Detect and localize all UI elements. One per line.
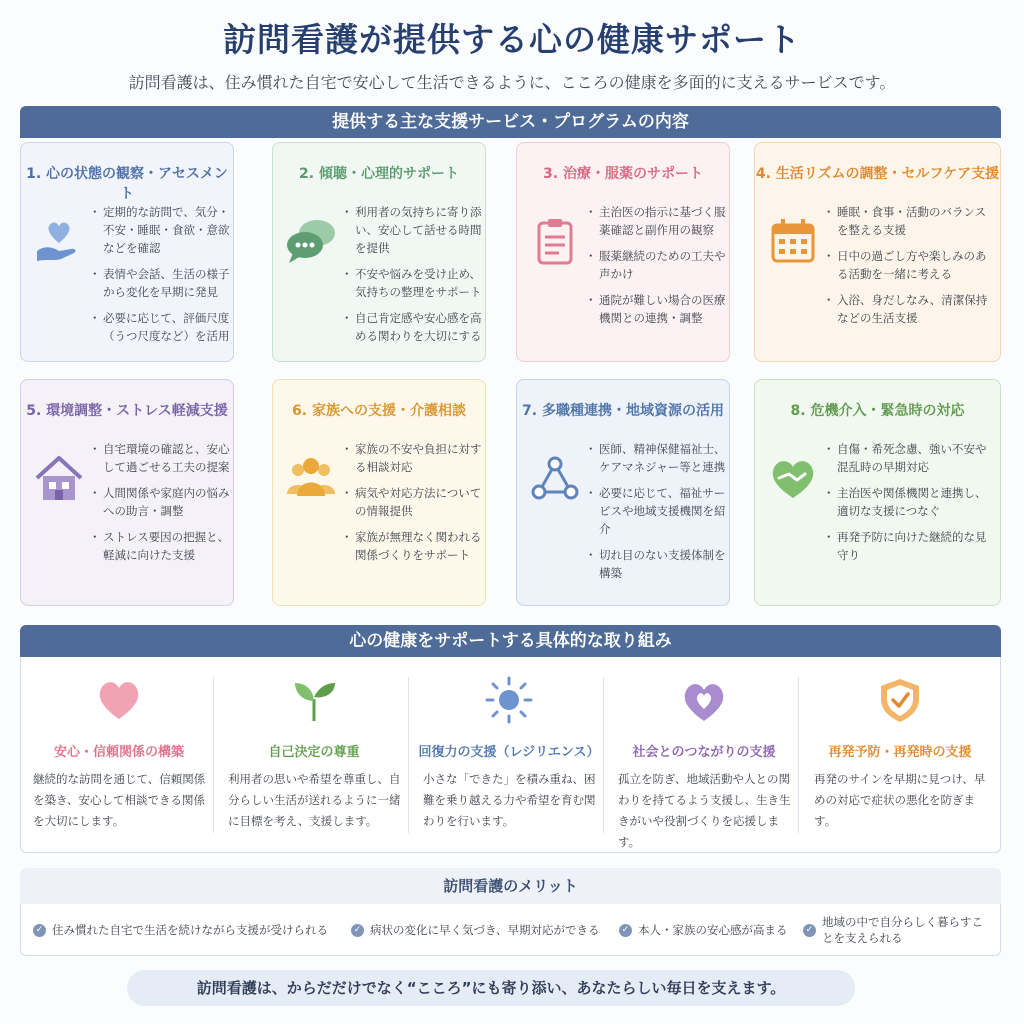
- heart-icon: [94, 675, 144, 725]
- merit-item: [803, 904, 993, 956]
- family-icon: [283, 450, 339, 506]
- merit-item: [33, 904, 343, 956]
- list-item: ・ 必要に応じて、福祉サービスや地域支援機関を紹介: [589, 484, 729, 538]
- check-icon: ✓: [803, 924, 816, 937]
- footer-message: 訪問看護は、からだだけでなく“こころ”にも寄り添い、あなたらしい毎日を支えます。: [127, 970, 855, 1006]
- activity-title: 回復力の支援（レジリエンス）: [418, 745, 600, 760]
- divider: [213, 677, 214, 833]
- merits-list: [20, 904, 1001, 956]
- card-title: 7. 多職種連携・地域資源の活用: [522, 403, 724, 419]
- check-icon: ✓: [619, 924, 632, 937]
- list-item: ・ 切れ目のない支援体制を構築: [589, 546, 729, 582]
- sun-icon: [484, 675, 534, 725]
- list-item: ・ 日中の過ごし方や楽しみのある活動を一緒に考える: [827, 247, 992, 283]
- merit-item: [619, 904, 799, 956]
- service-card-observation: [20, 142, 234, 362]
- list-item: ・ 自宅環境の確認と、安心して過ごせる工夫の提案: [93, 440, 233, 476]
- list-item: ・ 医師、精神保健福祉士、ケアマネジャー等と連携: [589, 440, 729, 476]
- divider: [408, 677, 409, 833]
- list-item: ・ 自己肯定感や安心感を高める関わりを大切にする: [345, 309, 485, 345]
- activity-title: 安心・信頼関係の構築: [53, 745, 184, 760]
- activity-desc: 継続的な訪問を通じて、信頼関係を築き、安心して相談できる関係を大切にします。: [33, 772, 206, 828]
- activity-self-determination: [216, 657, 412, 853]
- service-card-crisis: [754, 379, 1001, 606]
- activity-desc: 孤立を防ぎ、地域活動や人との関わりを持てるよう支援し、生き生きがいや役割づくりを応援します。: [618, 772, 791, 849]
- list-item: ・ 定期的な訪問で、気分・不安・睡眠・食欲・意欲などを確認: [93, 203, 233, 257]
- services-heading: 提供する主な支援サービス・プログラムの内容: [20, 106, 1001, 138]
- house-icon: [31, 450, 87, 506]
- card-title: 4. 生活リズムの調整・セルフケア支援: [755, 166, 1000, 182]
- list-item: ・ 入浴、身だしなみ、清潔保持などの生活支援: [827, 291, 992, 327]
- heart-hands-icon: [679, 675, 729, 725]
- merit-item: [351, 904, 613, 956]
- network-icon: [527, 450, 583, 506]
- merit-text: 住み慣れた自宅で生活を続けながら支援が受けられる: [52, 923, 328, 937]
- calendar-icon: [765, 213, 821, 269]
- service-card-lifestyle: [754, 142, 1001, 362]
- activities-panel: [20, 657, 1001, 853]
- activity-relapse-prevention: [802, 657, 998, 853]
- list-item: ・ 利用者の気持ちに寄り添い、安心して話せる時間を提供: [345, 203, 485, 257]
- service-card-family: [272, 379, 486, 606]
- list-item: ・ 必要に応じて、評価尺度（うつ尺度など）を活用: [93, 309, 233, 345]
- sprout-icon: [289, 675, 339, 725]
- service-card-medication: [516, 142, 730, 362]
- check-icon: ✓: [33, 924, 46, 937]
- service-card-collaboration: [516, 379, 730, 606]
- list-item: ・ 不安や悩みを受け止め、気持ちの整理をサポート: [345, 265, 485, 301]
- list-item: ・ 服薬継続のための工夫や声かけ: [589, 247, 729, 283]
- activity-social-connection: [606, 657, 802, 853]
- list-item: ・ 表情や会話、生活の様子から変化を早期に発見: [93, 265, 233, 301]
- heart-hand-icon: [31, 213, 87, 269]
- list-item: ・ 主治医の指示に基づく服薬確認と副作用の観察: [589, 203, 729, 239]
- merits-heading: 訪問看護のメリット: [20, 868, 1001, 904]
- list-item: ・ 通院が難しい場合の医療機関との連携・調整: [589, 291, 729, 327]
- service-card-listening: [272, 142, 486, 362]
- list-item: ・ 睡眠・食事・活動のバランスを整える支援: [827, 203, 992, 239]
- activities-heading: 心の健康をサポートする具体的な取り組み: [20, 625, 1001, 657]
- divider: [798, 677, 799, 833]
- clipboard-icon: [527, 213, 583, 269]
- list-item: ・ 家族の不安や負担に対する相談対応: [345, 440, 485, 476]
- list-item: ・ 再発予防に向けた継続的な見守り: [827, 528, 992, 564]
- list-item: ・ 自傷・希死念慮、強い不安や混乱時の早期対応: [827, 440, 992, 476]
- divider: [603, 677, 604, 833]
- activity-trust: [21, 657, 217, 853]
- page-subtitle: 訪問看護は、住み慣れた自宅で安心して生活できるように、こころの健康を多面的に支えるサービスです。: [128, 73, 896, 92]
- card-title: 1. 心の状態の観察・アセスメント: [26, 166, 228, 202]
- merit-text: 病状の変化に早く気づき、早期対応ができる: [370, 923, 600, 937]
- activity-title: 自己決定の尊重: [268, 745, 360, 760]
- merit-text: 地域の中で自分らしく暮らすことを支えられる: [822, 915, 983, 945]
- activity-resilience: [411, 657, 607, 853]
- chat-bubble-icon: [283, 213, 339, 269]
- list-item: ・ 家族が無理なく関われる関係づくりをサポート: [345, 528, 485, 564]
- list-item: ・ 人間関係や家庭内の悩みへの助言・調整: [93, 484, 233, 520]
- service-card-environment: [20, 379, 234, 606]
- list-item: ・ 主治医や関係機関と連携し、適切な支援につなぐ: [827, 484, 992, 520]
- heart-handshake-icon: [765, 450, 821, 506]
- card-title: 6. 家族への支援・介護相談: [292, 403, 466, 419]
- card-title: 8. 危機介入・緊急時の対応: [790, 403, 965, 419]
- activity-desc: 再発のサインを早期に見つけ、早めの対応で症状の悪化を防ぎます。: [814, 772, 986, 828]
- activity-title: 再発予防・再発時の支援: [828, 745, 972, 760]
- list-item: ・ ストレス要因の把握と、軽減に向けた支援: [93, 528, 233, 564]
- activity-title: 社会とのつながりの支援: [632, 745, 776, 760]
- check-icon: ✓: [351, 924, 364, 937]
- list-item: ・ 病気や対応方法についての情報提供: [345, 484, 485, 520]
- card-title: 3. 治療・服薬のサポート: [543, 166, 703, 182]
- card-title: 2. 傾聴・心理的サポート: [299, 166, 459, 182]
- activity-desc: 小さな「できた」を積み重ね、困難を乗り越える力や希望を育む関わりを行います。: [423, 772, 596, 828]
- page-title: 訪問看護が提供する心の健康サポート: [223, 20, 801, 59]
- shield-icon: [875, 675, 925, 725]
- merit-text: 本人・家族の安心感が高まる: [638, 923, 788, 937]
- activity-desc: 利用者の思いや希望を尊重し、自分らしい生活が送れるように一緒に目標を考え、支援します。: [228, 772, 401, 828]
- card-title: 5. 環境調整・ストレス軽減支援: [26, 403, 228, 419]
